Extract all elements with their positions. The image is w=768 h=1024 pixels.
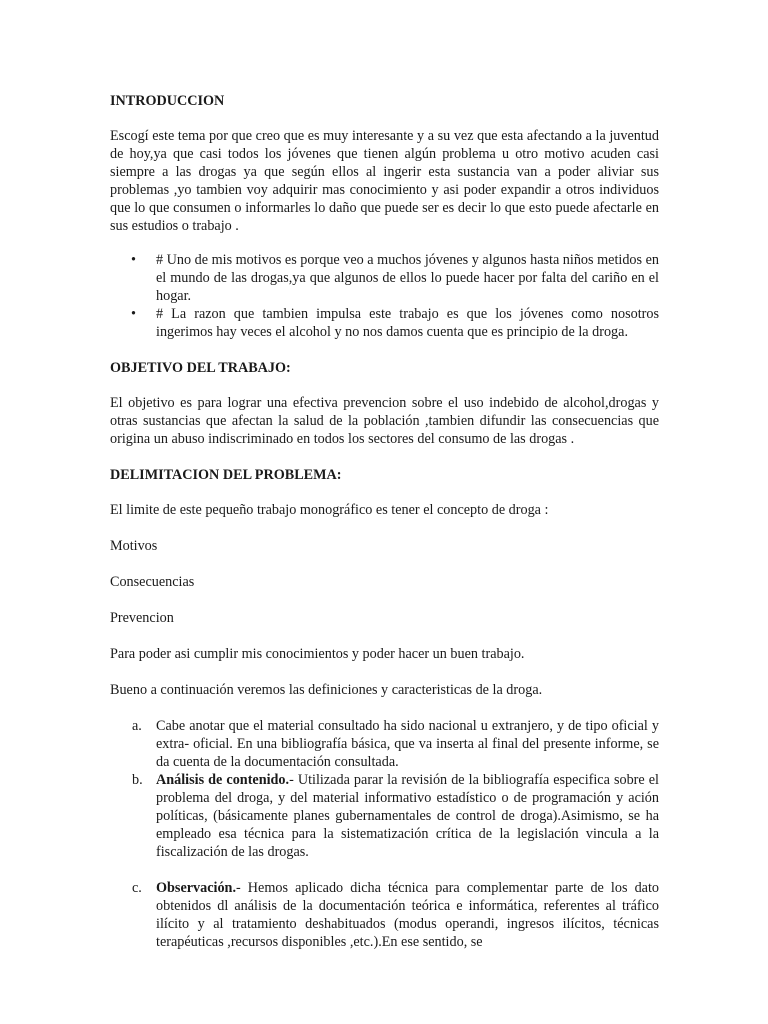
list-item — [110, 879, 659, 951]
list-item-text: - Utilizada parar la revisión de la bibliografía especifica sobre el problema del droga, y del material informativo estadístico o de programación y ación políticas, (básicamente planes gubernamentales de control de droga).Asimismo, se ha empleado esa técnica para la sistematización crítica de la legislación vincula a la fiscalización de las drogas. — [156, 772, 659, 860]
document-page — [110, 92, 659, 951]
list-item-text: - Hemos aplicado dicha técnica para complementar parte de los dato obtenidos dl análisis de la documentación teórica e informática, referentes al tráfico ilícito y al tratamiento deshabituados (modus operandi, ingresos ilícitos, técnicas terapéuticas ,recursos disponibles ,etc.).En ese sentido, se — [156, 880, 659, 950]
bullet-text: # La razon que tambien impulsa este trabajo es que los jóvenes como nosotros ingerimos hay veces el alcohol y no nos damos cuenta que es principio de la droga. — [156, 306, 659, 340]
list-item — [110, 251, 659, 305]
intro-heading: INTRODUCCION — [110, 93, 225, 109]
list-item-text: Cabe anotar que el material consultado ha sido nacional u extranjero, y de tipo oficial y extra- oficial. En una bibliografía básica, que va inserta al final del presente informe, se da cuenta de la documentación consultada. — [156, 718, 659, 770]
intro-paragraph: Escogí este tema por que creo que es muy interesante y a su vez que esta afectando a la juventud de hoy,ya que casi todos los jóvenes que tienen algún problema u otro motivo acuden casi siempre a las drogas ya que según ellos al ingerir esta sustancia van a poder aliviar sus problemas ,yo tambien voy adquirir mas conocimiento y asi poder expandir a otros individuos que lo que consumen o informarles lo daño que puede ser es decir lo que esto puede afectarle en sus estudios o trabajo . — [110, 128, 659, 234]
bullet-icon: • — [131, 306, 136, 322]
list-item-bold-term: Análisis de contenido. — [156, 772, 290, 788]
list-item — [110, 717, 659, 771]
delimitacion-heading: DELIMITACION DEL PROBLEMA: — [110, 467, 342, 483]
motives-list — [110, 251, 659, 341]
list-marker: b. — [132, 772, 143, 788]
closing-paragraph-1: Para poder asi cumplir mis conocimientos y poder hacer un buen trabajo. — [110, 646, 525, 662]
list-item — [110, 771, 659, 861]
bullet-icon: • — [131, 252, 136, 268]
list-marker: c. — [132, 880, 142, 896]
bullet-text: # Uno de mis motivos es porque veo a muchos jóvenes y algunos hasta niños metidos en el mundo de las drogas,ya que algunos de ellos lo puede hacer por falta del cariño en el hogar. — [156, 252, 659, 304]
objetivo-paragraph: El objetivo es para lograr una efectiva prevencion sobre el uso indebido de alcohol,drogas y otras sustancias que afectan la salud de la población ,tambien difundir las consecuencias que origina un abuso indiscriminado en todos los sectores del consumo de las drogas . — [110, 395, 659, 447]
delimitacion-item-motivos: Motivos — [110, 538, 158, 554]
lettered-list — [110, 717, 659, 951]
list-item-bold-term: Observación. — [156, 880, 236, 896]
delimitacion-item-consecuencias: Consecuencias — [110, 574, 195, 590]
delimitacion-item-prevencion: Prevencion — [110, 610, 174, 626]
list-marker: a. — [132, 718, 142, 734]
delimitacion-intro: El limite de este pequeño trabajo monográfico es tener el concepto de droga : — [110, 502, 549, 518]
objetivo-heading: OBJETIVO DEL TRABAJO: — [110, 360, 291, 376]
closing-paragraph-2: Bueno a continuación veremos las definiciones y caracteristicas de la droga. — [110, 682, 543, 698]
list-item — [110, 305, 659, 341]
